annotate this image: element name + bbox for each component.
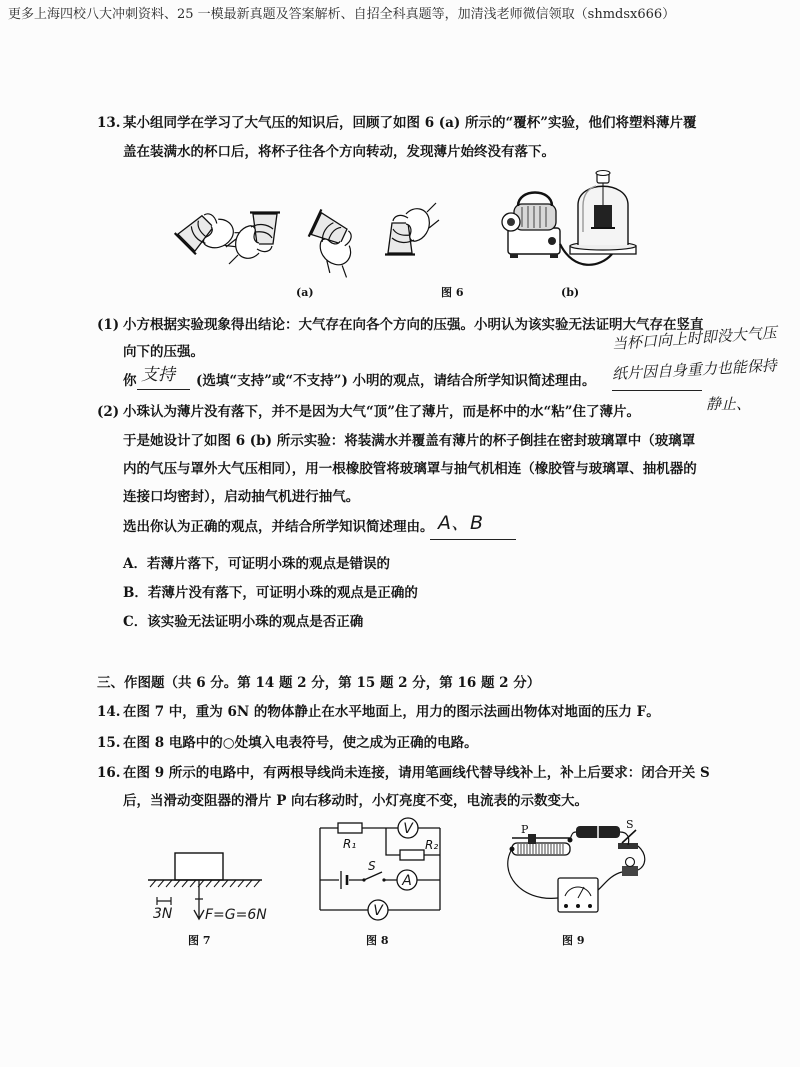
handwritten-choice: 支持 [141,365,175,385]
figure-8-circuit [320,818,440,920]
meter-bottom-symbol: V [373,903,383,919]
figure-6b-vacuum-pump [502,193,560,259]
battery [339,871,349,889]
resistor-r1 [338,823,362,833]
section-3-title: 三、作图题（共 6 分。第 14 题 2 分，第 15 题 2 分，第 16 题 2 分） [97,675,541,691]
question-14-text: 在图 7 中，重为 6N 的物体静止在水平地面上，用力的图示法画出物体对地面的压力 F。 [123,704,660,720]
battery-pack [576,826,620,838]
question-13-number: 13. [97,115,121,131]
figure-6a-label: (a) [296,286,314,299]
figure-6b-label: (b) [561,286,580,299]
figure-7 [148,853,267,923]
meter-middle-symbol: A [402,873,412,889]
question-15-text: 在图 8 电路中的○处填入电表符号，使之成为正确的电路。 [123,735,478,751]
option-b: B．若薄片没有落下，可证明小珠的观点是正确的 [123,585,418,601]
part-1-line: 小方根据实验现象得出结论：大气存在向各个方向的压强。小明认为该实验无法证明大气存在竖直 [123,317,704,333]
part-1-number: (1) [97,317,120,333]
ammeter [558,878,598,912]
part-2-number: (2) [97,404,120,420]
figure-6a-cup-3 [299,209,368,280]
option-a: A．若薄片落下，可证明小珠的观点是错误的 [123,556,390,572]
question-13-stem-line: 盖在装满水的杯口后，将杯子往各个方向转动，发现薄片始终没有落下。 [123,144,555,160]
figure-6a-cup-2 [226,213,280,265]
handwritten-reason-line: 静止、 [706,395,752,413]
question-16-number: 16. [97,765,121,781]
handwritten-force-arrow [194,880,204,919]
part-2-line: 于是她设计了如图 6 (b) 所示实验：将装满水并覆盖有薄片的杯子倒挂在密封玻璃罩中（玻璃罩 [123,433,696,449]
resistor-r1-label: R₁ [343,837,357,851]
figure-9-apparatus [508,818,645,912]
switch [362,872,385,884]
question-16-line: 后，当滑动变阻器的滑片 P 向右移动时，小灯亮度不变，电流表的示数变大。 [123,793,589,809]
handwritten-scale-segment [157,897,171,905]
question-15-number: 15. [97,735,121,751]
figure-6a-cup-4 [385,203,439,255]
sliding-rheostat [510,834,573,855]
handwritten-force-label: F=G=6N [205,907,267,923]
promo-header: 更多上海四校八大冲刺资料、25 一模最新真题及答案解析、自招全科真题等，加清浅老师微信领取（shmdsx666） [8,7,676,22]
part-2-prompt: 选出你认为正确的观点，并结合所学知识简述理由。 [123,519,434,535]
figure-6b-bell-jar [570,171,636,255]
handwritten-reason-line: 纸片因自身重力也能保持 [611,356,778,383]
switch-label: S [368,859,376,873]
part-1-prompt-prefix: 你 [123,373,137,389]
part-2-line: 内的气压与罩外大气压相同），用一根橡胶管将玻璃罩与抽气机相连（橡胶管与玻璃罩、抽机器的 [123,461,697,477]
meter-top-symbol: V [403,821,413,837]
knife-switch [618,830,638,849]
small-lamp [622,858,638,877]
figure-6-caption: 图 6 [441,286,464,299]
question-16-line: 在图 9 所示的电路中，有两根导线尚未连接，请用笔画线代替导线补上，补上后要求：闭合开关 S [123,765,710,781]
part-1-prompt: (选填“支持”或“不支持”) 小明的观点，请结合所学知识简述理由。 [196,373,596,389]
circuit-wires [320,828,440,910]
slider-label: P [521,823,529,836]
handwritten-answer: A、B [438,512,484,534]
part-1-line: 向下的压强。 [123,344,204,360]
handwritten-scale-label: 3N [153,906,173,922]
switch-label: S [626,818,634,831]
figure-8-caption: 图 8 [366,934,389,947]
inverted-cup [594,205,612,227]
option-c: C．该实验无法证明小珠的观点是否正确 [123,614,364,630]
object-block [175,853,223,880]
question-14-number: 14. [97,704,121,720]
handwritten-reason-line: 当杯口向上时即没大气压 [611,323,778,353]
figure-7-caption: 图 7 [188,934,211,947]
resistor-r2-label: R₂ [425,838,439,852]
part-2-line: 小珠认为薄片没有落下，并不是因为大气“顶”住了薄片，而是杯中的水“粘”住了薄片。 [123,404,641,420]
part-2-line: 连接口均密封），启动抽气机进行抽气。 [123,489,360,505]
question-13-stem-line: 某小组同学在学习了大气压的知识后，回顾了如图 6 (a) 所示的“覆杯”实验，他们将塑料薄片覆 [123,115,697,131]
figure-9-caption: 图 9 [562,934,585,947]
resistor-r2 [400,850,424,860]
ground-hatching [150,880,260,887]
